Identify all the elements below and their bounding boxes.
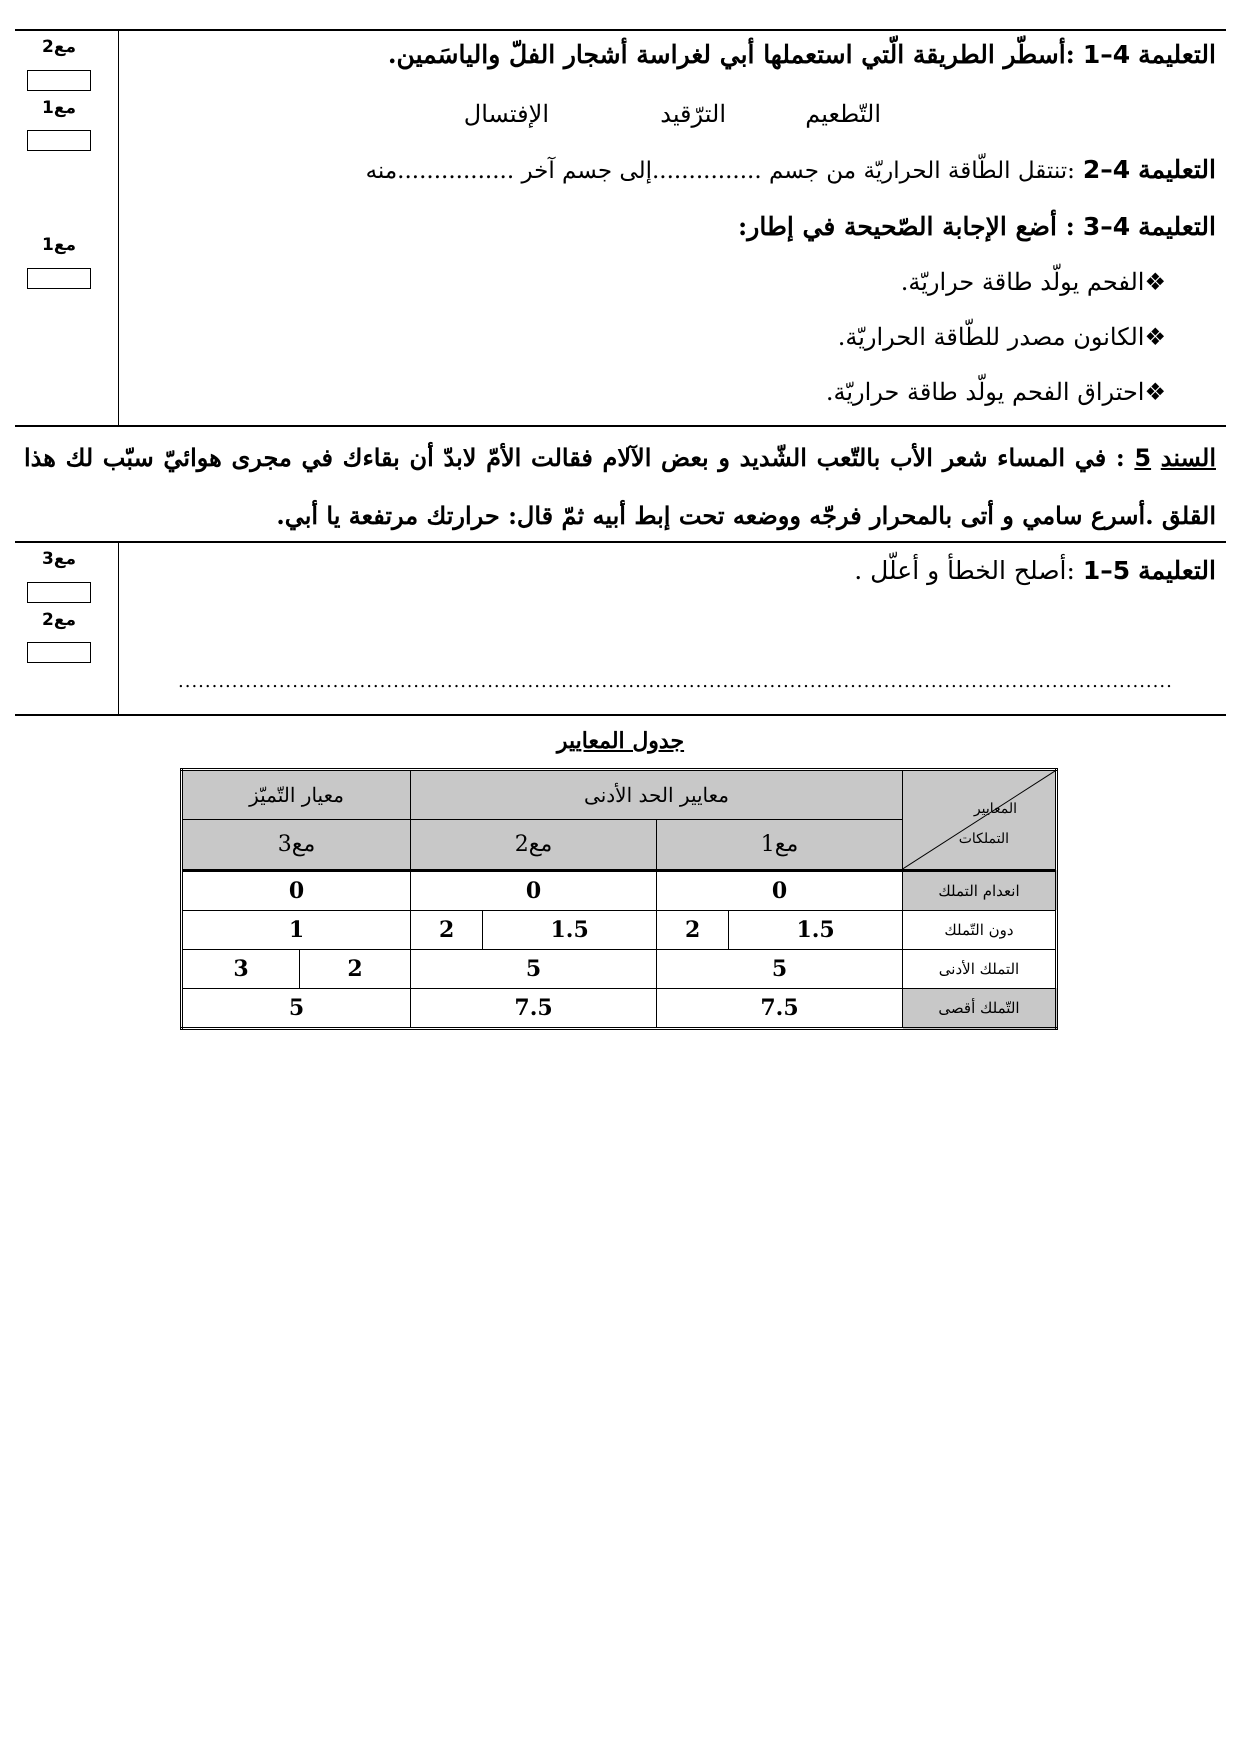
section-divider [15,714,1226,716]
option-layering[interactable]: الترّقيد [660,100,726,128]
question-prefix: التعليمة [1138,212,1216,241]
table-cell: 5 [411,949,657,988]
question-4-2 [366,155,1216,184]
question-number: 4–1 [1082,40,1131,69]
table-cell: 0 [411,870,657,910]
question-text: :تنتقل الطّاقة الحراريّة من جسم ...............إلى جسم آخر ................منه [365,158,1075,184]
rubric-title: جدول المعايير [556,728,685,754]
table-cell: 2 [299,949,410,988]
score-box-5-1a[interactable] [27,582,91,603]
bullet-icon: ❖ [1144,268,1166,296]
answer-option-2[interactable] [838,323,1166,351]
table-row [182,988,1057,1028]
question-number: 4–3 [1082,212,1131,241]
sanad-prefix: السند [1160,443,1216,472]
section-divider [15,425,1226,427]
corner-criteria-label: المعايير [973,801,1017,817]
criterion-label-5-1a: مع3 [42,549,76,569]
question-prefix: التعليمة [1138,556,1216,585]
level-label: دون التّملك [903,910,1057,949]
criterion-label-4-3: مع1 [42,235,76,255]
criterion-label-4-1: مع2 [42,37,76,57]
crit1-header: مع1 [657,820,903,870]
score-box-4-2[interactable] [27,130,91,151]
bullet-icon: ❖ [1144,378,1166,406]
score-box-4-3[interactable] [27,268,91,289]
table-row [182,949,1057,988]
question-number: 5–1 [1082,556,1131,585]
table-row [182,910,1057,949]
option-text: الفحم يولّد طاقة حراريّة. [900,268,1145,296]
question-text: :أسطّر الطريقة الّتي استعملها أبي لغراسة أشجار الفلّ والياسَمين. [387,40,1075,69]
table-cell: 3 [182,949,300,988]
crit2-header: مع2 [411,820,657,870]
score-box-5-1b[interactable] [27,642,91,663]
corner-levels-label: التملكات [958,831,1009,847]
question-4-1 [388,40,1216,69]
question-prefix: التعليمة [1138,155,1216,184]
option-text: احتراق الفحم يولّد طاقة حراريّة. [825,378,1145,406]
table-cell: 7.5 [657,988,903,1028]
section-divider [15,541,1226,543]
top-border [15,29,1226,31]
question-prefix: التعليمة [1138,40,1216,69]
answer-option-1[interactable] [901,268,1166,296]
table-cell: 1.5 [483,910,657,949]
margin-divider-1 [118,30,119,425]
question-number: 4–2 [1082,155,1131,184]
sanad-number: 5 [1134,444,1152,472]
answer-line[interactable]: .................................................................................................................................................... [178,671,1173,692]
option-text: الكانون مصدر للطّاقة الحراريّة. [837,323,1145,351]
table-cell: 5 [657,949,903,988]
question-text: : أضع الإجابة الصّحيحة في إطار: [738,212,1075,241]
level-label: التملك الأدنى [903,949,1057,988]
table-cell: 2 [411,910,483,949]
rubric-corner-cell [903,770,1057,871]
diagonal-line [903,771,1055,869]
table-cell: 5 [182,988,411,1028]
group-excellence-header: معيار التّميّز [182,770,411,820]
margin-divider-2 [118,542,119,714]
criterion-label-4-2: مع1 [42,98,76,118]
table-row [182,870,1057,910]
table-cell: 7.5 [411,988,657,1028]
option-grafting[interactable]: التّطعيم [805,100,881,128]
table-cell: 0 [182,870,411,910]
level-label: انعدام التملك [903,870,1057,910]
table-cell: 1.5 [729,910,903,949]
bullet-icon: ❖ [1144,323,1166,351]
option-cutting[interactable]: الإفتسال [463,100,549,128]
question-4-3 [738,212,1216,241]
sanad-5-text [24,429,1216,544]
level-label: التّملك أقصى [903,988,1057,1028]
sanad-body: : في المساء شعر الأب بالتّعب الشّديد و بعض الآلام فقالت الأمّ لابدّ أن بقاءك في مجرى هوائيّ سبّب لك هذا القلق .أسرع سامي و أتى بالمحرار فرجّه ووضعه تحت إبط أبيه ثمّ قال: حرارتك مرتفعة يا أبي. [24,443,1216,530]
score-box-4-1[interactable] [27,70,91,91]
answer-option-3[interactable] [826,378,1166,406]
group-minimum-header: معايير الحد الأدنى [411,770,903,820]
rubric-table [180,768,1058,1030]
table-cell: 0 [657,870,903,910]
table-cell: 2 [657,910,729,949]
question-text: :أصلح الخطأ و أعلّل . [854,556,1075,585]
criterion-label-5-1b: مع2 [42,610,76,630]
question-5-1 [854,556,1216,585]
table-cell: 1 [182,910,411,949]
crit3-header: مع3 [182,820,411,870]
